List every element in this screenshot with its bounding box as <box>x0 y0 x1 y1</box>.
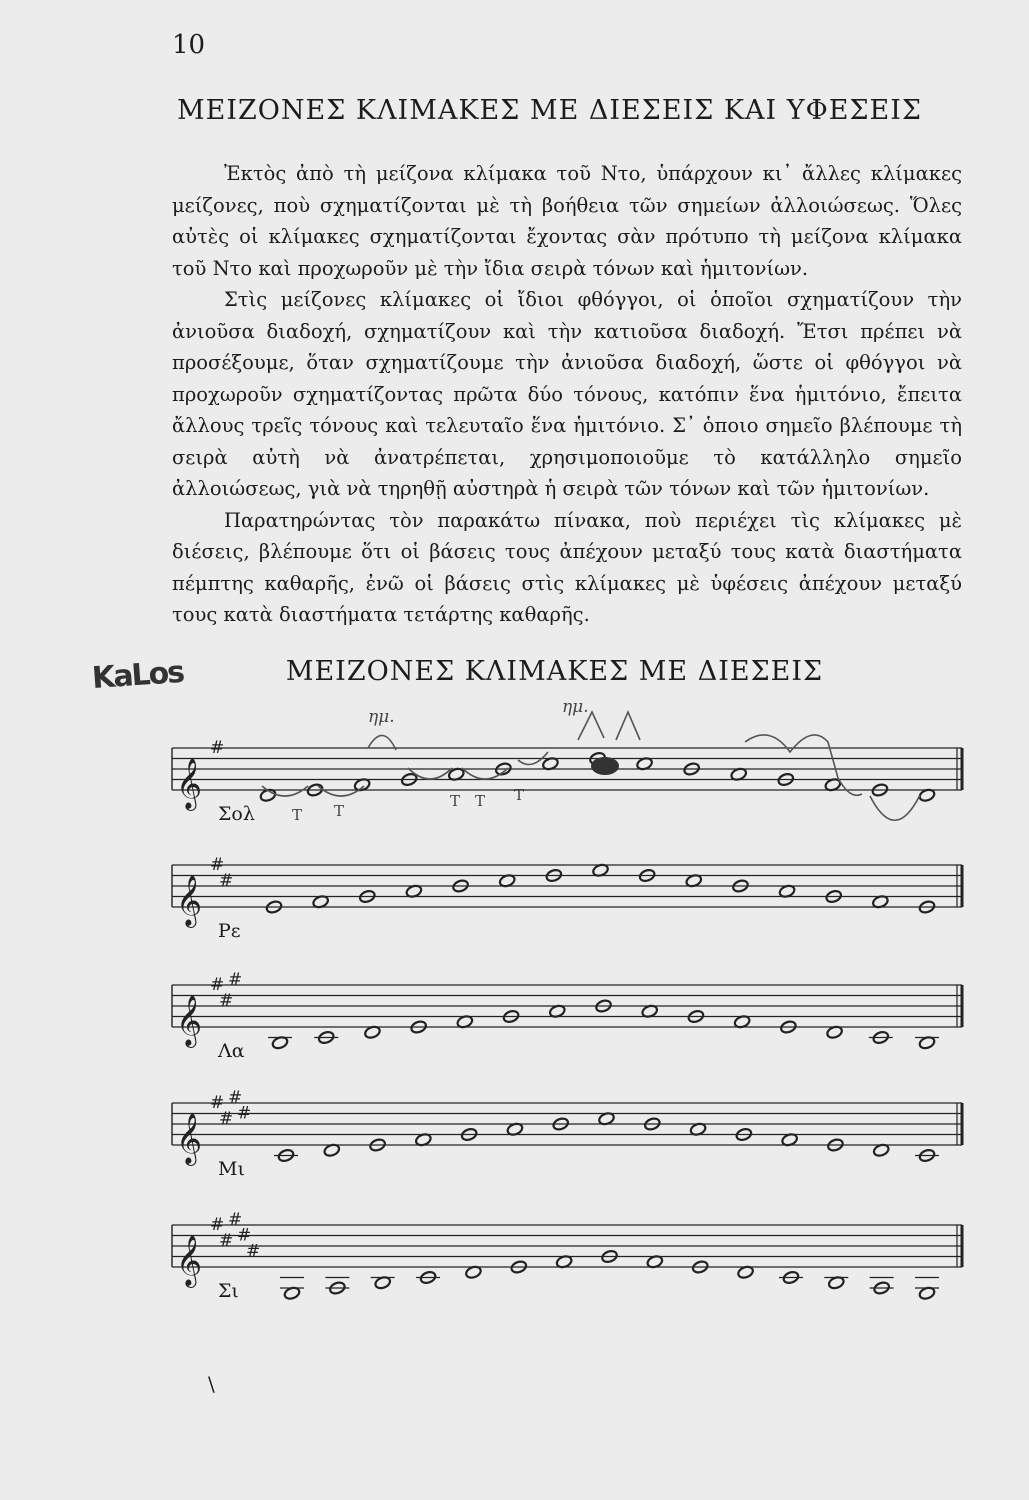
sharp-sign-icon: # <box>210 855 225 875</box>
paragraph-2: Στὶς μείζονες κλίμακες οἱ ἴδιοι φθόγγοι, οἱ ὁποῖοι σχηματίζουν τὴν ἀνιοῦσα διαδοχή, σχηματίζουν καὶ τὴν κατιοῦσα διαδοχή. Ἔτσι πρέπει νὰ προσέξουμε, ὅταν σχηματίζουμε τὴν ἀνιοῦσα διαδοχή, ὥστε οἱ φθόγγοι νὰ προχωροῦν σχηματίζοντας πρῶτα δύο τόνους, κατόπιν ἕνα ἡμιτόνιο, ἔπειτα ἄλλους τρεῖς τόνους καὶ τελευταῖο ἕνα ἡμιτόνιο. Σ᾽ ὁποιο σημεῖο βλέπουμε τὴ σειρὰ αὐτὴ νὰ ἀνατρέπεται, χρησιμοποιοῦμε τὸ κατάλληλο σημεῖο ἀλλοιώσεως, γιὰ νὰ τηρηθῇ αὐστηρὰ ἡ σειρὰ τῶν τόνων καὶ τῶν ἡμιτονίων. <box>172 288 962 500</box>
tone-mark: T <box>514 786 525 804</box>
tone-arc <box>318 786 364 796</box>
treble-clef-icon: 𝄞 <box>176 875 203 926</box>
section-title: ΜΕΙΖΟΝΕΣ ΚΛΙΜΑΚΕΣ ΜΕ ΔΙΕΣΕΙΣ ΚΑΙ ΥΦΕΣΕΙΣ <box>176 95 923 126</box>
sharp-sign-icon: # <box>219 870 234 891</box>
paragraph-1: Ἐκτὸς ἀπὸ τὴ μείζονα κλίμακα τοῦ Ντο, ὑπάρχουν κι᾽ ἄλλες κλίμακες μείζονες, ποὺ σχηματίζονται μὲ τὴ βοήθεια τῶν σημείων ἀλλοιώσεως. Ὅλες αὐτὲς οἱ κλίμακες σχηματίζονται ἔχοντας σὰν πρότυπο τὴ μείζονα κλίμακα τοῦ Ντο καὶ προχωροῦν μὲ τὴν ἴδια σειρὰ τόνων καὶ ἡμιτονίων. <box>172 162 962 280</box>
scale-label: Σολ <box>218 803 255 825</box>
scale-label: Λα <box>218 1040 245 1062</box>
treble-clef-icon: 𝄞 <box>176 758 203 809</box>
tone-arc <box>408 768 452 779</box>
paragraph-3: Παρατηρώντας τὸν παρακάτω πίνακα, ποὺ περιέχει τὶς κλίμακες μὲ διέσεις, βλέπουμε ὅτι οἱ βάσεις τους ἀπέχουν μεταξύ τους κατὰ διαστήματα πέμπτης καθαρῆς, ἐνῶ οἱ βάσεις στὶς κλίμακες μὲ ὑφέσεις ἀπέχουν μεταξύ τους κατὰ διαστήματα τετάρτης καθαρῆς. <box>172 508 962 626</box>
sharp-sign-icon: # <box>210 1215 225 1235</box>
tone-arc <box>870 795 920 820</box>
tone-mark: T <box>292 806 303 824</box>
sharp-sign-icon: # <box>228 1087 243 1108</box>
sharp-sign-icon: # <box>219 1108 234 1129</box>
page-number: 10 <box>172 30 206 60</box>
scale-label: Ρε <box>218 920 241 942</box>
half-step-note-1: ημ. <box>368 707 395 727</box>
treble-clef-icon: 𝄞 <box>176 1113 203 1164</box>
scale-label: Σι <box>218 1280 239 1302</box>
sharp-sign-icon: # <box>219 1230 234 1251</box>
half-step-note-2: ημ. <box>562 697 589 717</box>
sharp-sign-icon: # <box>228 1209 243 1230</box>
handwritten-margin-note: KaLos <box>90 654 185 697</box>
sharp-sign-icon: # <box>219 990 234 1011</box>
sharp-sign-icon: # <box>210 738 225 758</box>
stray-mark: \ <box>208 1372 215 1396</box>
tone-arc <box>518 752 548 765</box>
tone-mark: T <box>450 792 461 810</box>
sharp-sign-icon: # <box>246 1241 261 1262</box>
scale-label: Μι <box>218 1158 245 1180</box>
sharp-sign-icon: # <box>210 1093 225 1113</box>
semitone-arc <box>368 735 396 750</box>
tone-arc <box>262 786 308 796</box>
sharp-sign-icon: # <box>210 975 225 995</box>
tone-mark: T <box>475 792 486 810</box>
treble-clef-icon: 𝄞 <box>176 1235 203 1286</box>
treble-clef-icon: 𝄞 <box>176 995 203 1046</box>
tone-mark: T <box>334 802 345 820</box>
scribbled-note <box>591 757 619 775</box>
subsection-title: ΜΕΙΖΟΝΕΣ ΚΛΙΜΑΚΕΣ ΜΕ ΔΙΕΣΕΙΣ <box>285 656 824 687</box>
tone-arc <box>462 768 508 779</box>
sharp-sign-icon: # <box>228 969 243 990</box>
scribble-mark <box>745 735 862 795</box>
sharp-sign-icon: # <box>237 1103 252 1124</box>
sharp-sign-icon: # <box>237 1225 252 1246</box>
